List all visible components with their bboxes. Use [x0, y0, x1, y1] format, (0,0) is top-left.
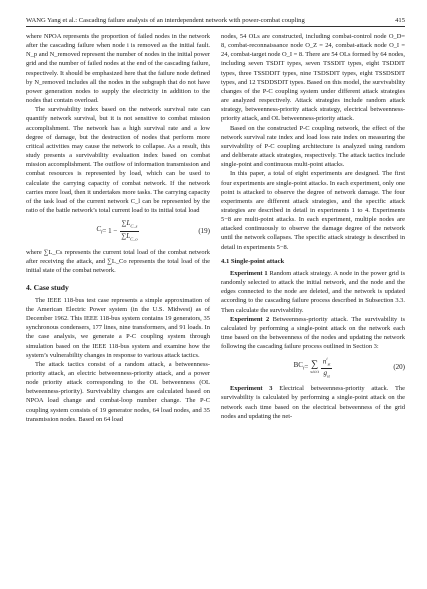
paragraph: The survivability index based on the network survival rate can quantify network survival, but it is not sensitive to combat mission accomplishment. The network has a high survival rate and a low degree of damage, but the destruction of nodes that perform more critical activities may cause the network to collapse. As a result, this study presents a survivability evaluation index based on combat mission accomplishment. The outflow of information transmission and combat resources is represented by load, which can be used to calculate the carrying capacity of combat network. If the network carries more load, then it undertakes more tasks. The carrying capacity of the task load of the current network C_l can be represented by the ratio of the battle network’s total current load to its initial total load [26, 106, 210, 214]
equation-fraction: $\frac{\sum L_{C\_s}}{\sum L_{C\_o}}$ [121, 219, 138, 242]
equation-fraction: $\frac{n^i_{st}}{g_{st}}$ [322, 355, 331, 379]
paper-page [0, 6, 427, 589]
paragraph: nodes, 54 OLs are constructed, including combat-control node O_D= 8, combat-reconnaissance node O_Z = 24, combat-attack node O_I = 24, combat-target node O_I = 8. There are 54 OLs formed by 64 nodes, including seven TSDIT types, seven TSSDIT types, eight TSDDIT types, three TSSDDIT types, nine TSDSDIT types, eight TSSDSDIT types, and 12 TSDDSDIT types. Based on this model, the survivability changes of the P-C coupling system under different attack strategies are analyzed respectively. Attack strategies include random attack strategy, betweenness-priority attack strategy, electrical betweenness-priority attack, and OL betweenness-priority attack. [221, 33, 405, 123]
paragraph: Experiment 2 Betweenness-priority attack. The survivability is calculated by performing a single-point attack on the network each time based on the betweenness of the nodes and updating the network following the cascading failure process outlined in Section 3: [221, 315, 405, 351]
equation-lhs: $C_l$ [96, 224, 103, 236]
section-heading: 4. Case study [26, 282, 69, 292]
paragraph: Experiment 1 Random attack strategy. A node in the power grid is randomly selected to attack the initial network, and the node and the edges connected to the node are deleted, and the network is updated according to the cascading failure process described in Subsection 3.3. Then calculate the survivability. [221, 269, 406, 314]
equation-20 [221, 353, 405, 381]
experiment-label: Experiment 3 [230, 385, 273, 393]
equation-operator: = 1 − [102, 226, 118, 235]
experiment-label: Experiment 1 [230, 269, 268, 277]
equation-19 [26, 217, 210, 245]
paragraph: In this paper, a total of eight experiments are designed. The first four experiments are single-point attacks. In each experiment, only one point is attacked to observe the degree of network damage. The four experiments are different attack strategies, and the specific attack strategies are described in detail in experiments 1 to 4. Experiments 5−8 are multi-point attacks. In each experiment, multiple nodes are attacked continuously to observe the damage degree of the network until the network collapses. The specific attack strategy is described in detail in experiments 5−8. [221, 170, 405, 251]
equation-sum: ∑ s≠i≠t [310, 358, 319, 374]
paragraph: where ∑L_Cs represents the current total load of the combat network after receiving the attack, and ∑L_Co represents the total load of the initial state of the combat network. [26, 249, 210, 275]
paragraph: The attack tactics consist of a random attack, a betweenness-priority attack, an electric betweenness-priority attack, and a power node priority attack corresponding to the OL betweenness (OL betweenness-priority). Survivability changes are calculated based on NPOA load change and combat-loop number change. The P-C coupling system consists of 19 generator nodes, 64 load nodes, and 35 transmission nodes. Based on 64 load [26, 360, 210, 423]
right-column [221, 32, 405, 424]
equation-operator: = [304, 362, 309, 371]
equation-number: (19) [198, 226, 210, 235]
experiment-label: Experiment 2 [230, 315, 270, 323]
equation-lhs: $BC_i$ [293, 361, 305, 372]
running-header [26, 6, 405, 27]
left-column [26, 32, 210, 424]
running-title: WANG Yang et al.: Cascading failure analysis of an interdependent network with power-combat coupling [26, 17, 305, 24]
page-number: 415 [395, 17, 405, 24]
subsection-heading: 4.1 Single-point attack [221, 257, 285, 265]
paragraph: Experiment 3 Electrical betweenness-priority attack. The survivability is calculated by performing a single-point attack on the network each time based on the electrical betweenness of the grid nodes and updating the net- [221, 385, 406, 420]
paragraph: where NPOA represents the proportion of failed nodes in the network after the cascading failure when node i is removed as the initial fault. N_p and N_removed represent the number of nodes in the initial power grid and the number of failed nodes at the end of the cascading failure, respectively. It should be emphasized here that the failure node defined by N_removed includes all the nodes in the subgraph that do not have power generation nodes to supply the electricity in addition to the nodes that contain overload. [26, 33, 210, 105]
paragraph: The IEEE 118-bus test case represents a simple approximation of the American Electric Power system (in the U.S. Midwest) as of December 1962. This IEEE 118-bus system contains 19 generators, 35 synchronous condensers, 177 lines, nine transformers, and 91 loads. In the case analysis, we generate a P-C coupling system through simulation based on the IEEE 118-bus system and examine how the system’s vulnerability changes in response to various attack tactics. [26, 296, 210, 359]
paragraph: Based on the constructed P-C coupling network, the effect of the network survival rate index and load loss rate index on measuring the survivability of P-C coupling architecture is analyzed using random and deliberate attack strategies, respectively. The attack tactics include single-point and continuous multi-point attacks. [221, 124, 405, 169]
two-column-body [26, 32, 405, 424]
equation-number: (20) [393, 362, 405, 371]
